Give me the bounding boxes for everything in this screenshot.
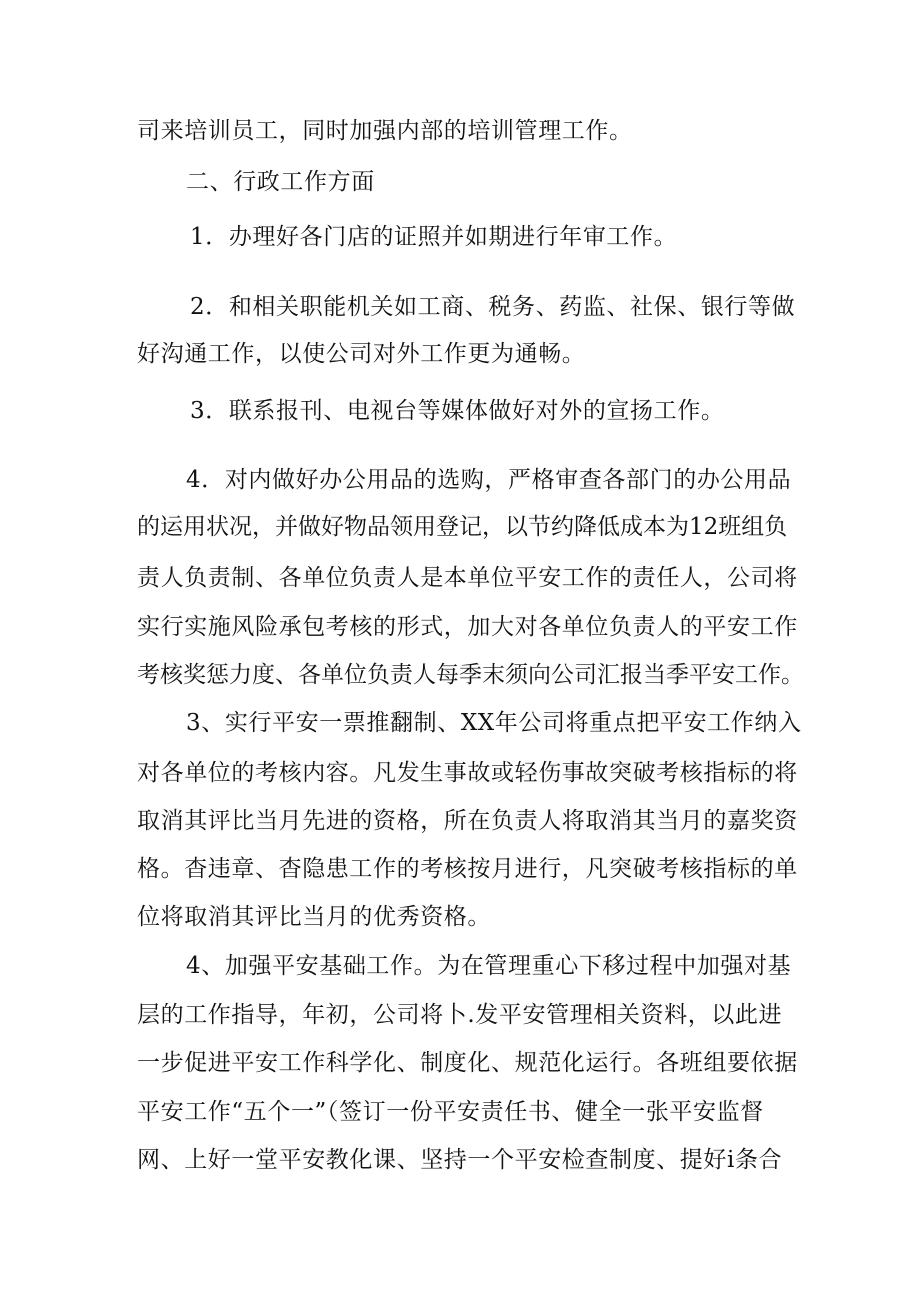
text-line: 一步促进平安工作科学化、制度化、规范化运行。各班组要依据 — [137, 1050, 798, 1076]
text-line: 4、加强平安基础工作。为在管理重心下移过程中加强对基 — [186, 953, 792, 979]
text-line: 2．和相关职能机关如工商、税务、药监、社保、银行等做 — [190, 294, 796, 320]
text-line: 网、上好一堂平安教化课、坚持一个平安检查制度、提好i条合 — [137, 1147, 783, 1173]
text-line: 格。杳违章、杳隐患工作的考核按月进行，凡突破考核指标的单 — [137, 856, 798, 882]
text-line: 4．对内做好办公用品的选购，严格审查各部门的办公用品 — [186, 467, 792, 493]
text-line: 层的工作指导，年初，公司将卜.发平安管理相关资料，以此进 — [137, 1002, 783, 1028]
text-line: 平安工作“五个一”（签订一份平安责任书、健全一张平安监督 — [137, 1099, 764, 1125]
text-line: 对各单位的考核内容。凡发生事故或轻伤事故突破考核指标的将 — [137, 760, 798, 786]
text-line: 的运用状况，并做好物品领用登记，以节约降低成本为12班组负 — [137, 514, 788, 540]
text-line: 司来培训员工，同时加强内部的培训管理工作。 — [137, 118, 633, 144]
text-line: 好沟通工作，以使公司对外工作更为通畅。 — [137, 341, 586, 367]
text-line: 3、实行平安一票推翻制、XX年公司将重点把平安工作纳入 — [186, 710, 802, 736]
text-line: 责人负责制、各单位负责人是本单位平安工作的责任人，公司将 — [137, 565, 798, 591]
text-line: 考核奖惩力度、各单位负责人每季末须向公司汇报当季平安工作。 — [137, 662, 804, 688]
text-line: 取消其评比当月先进的资格，所在负责人将取消其当月的嘉奖资 — [137, 808, 798, 834]
text-line: 实行实施风险承包考核的形式，加大对各单位负责人的平安工作 — [137, 614, 798, 640]
text-line: 3．联系报刊、电视台等媒体做好对外的宣扬工作。 — [190, 398, 725, 424]
text-line: 位将取消其评比当月的优秀资格。 — [137, 904, 491, 930]
text-line: 1．办理好各门店的证照并如期进行年审工作。 — [190, 224, 678, 250]
section-heading: 二、行政工作方面 — [186, 169, 375, 195]
